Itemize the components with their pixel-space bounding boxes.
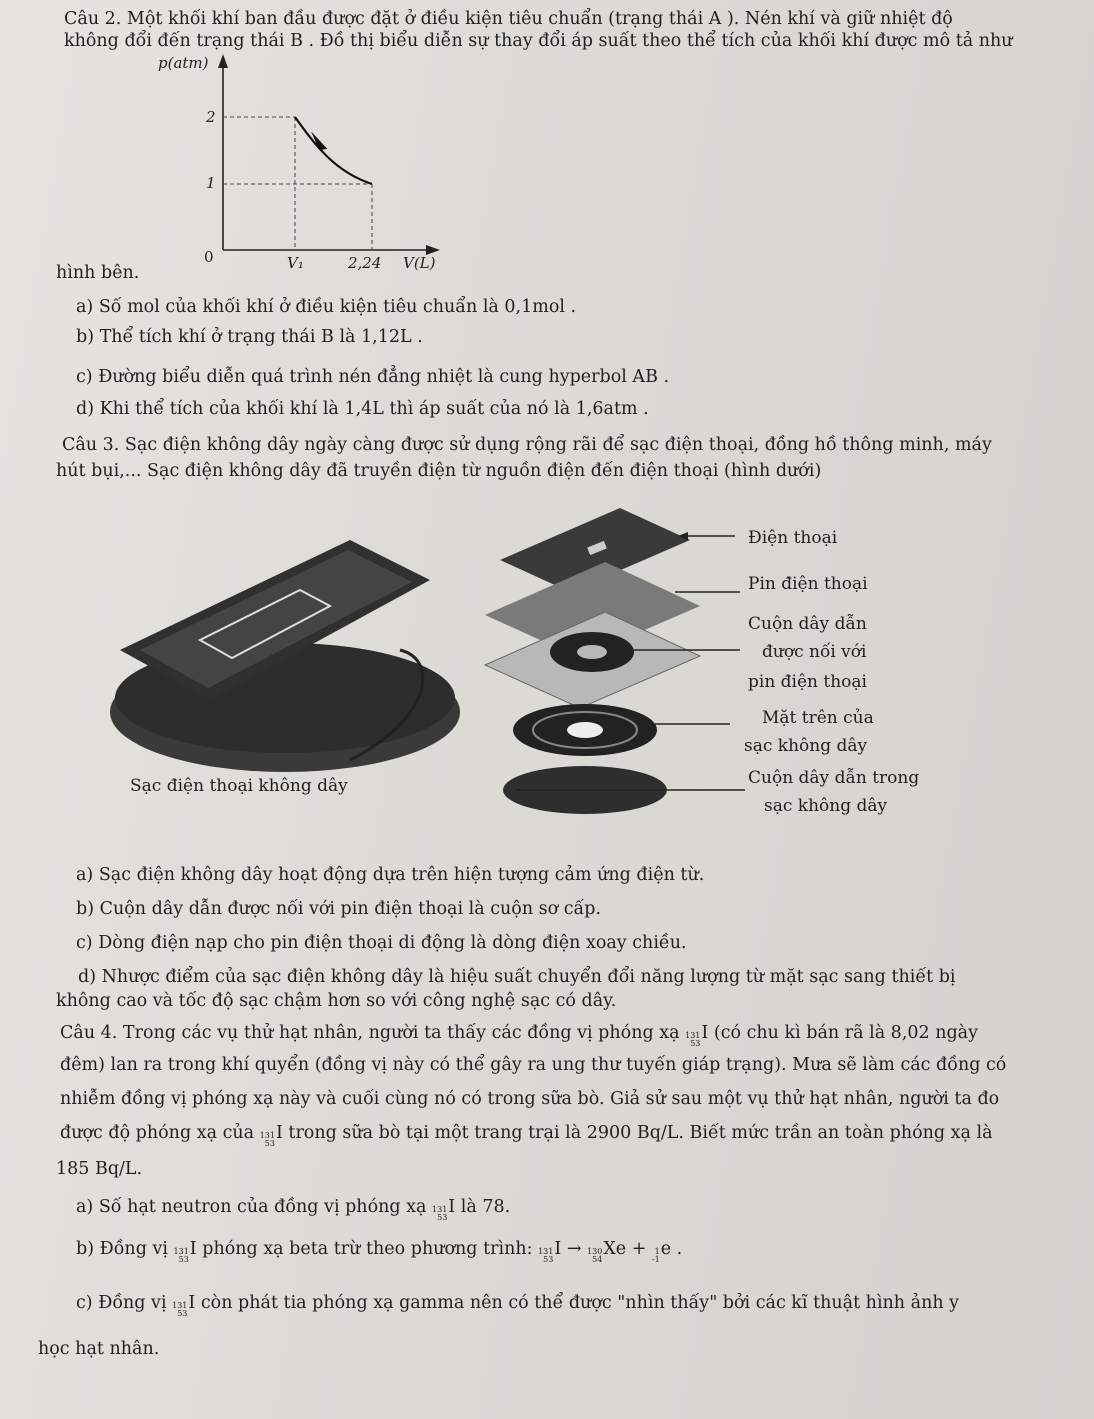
q3-item-a: a) Sạc điện không dây hoạt động dựa trên hiện tượng cảm ứng điện từ. (76, 865, 705, 885)
q4-line5: 185 Bq/L. (56, 1159, 143, 1179)
q4-line4-b: I trong sữa bò tại một trang trại là 2900 Bq/L. Biết mức trần an toàn phóng xạ là (275, 1123, 993, 1143)
q2-item-c: c) Đường biểu diễn quá trình nén đẳng nhiệt là cung hyperbol AB . (76, 367, 670, 387)
q2-item-b: b) Thể tích khí ở trạng thái B là 1,12L . (76, 327, 423, 347)
q4-item-c: c) Đồng vị 131 53 I còn phát tia phóng xạ gamma nên có thể được "nhìn thấy" bởi các kĩ thuật hình ảnh y (76, 1293, 960, 1318)
q4-item-b: b) Đồng vị 131 53 I phóng xạ beta trừ theo phương trình: 131 53 I → 130 54 Xe + 1 -1 e . (76, 1239, 683, 1264)
q2-intro-line2: không đổi đến trạng thái B . Đồ thị biểu diễn sự thay đổi áp suất theo thể tích của khối khí được mô tả như (64, 31, 1013, 51)
q4-line1-b: I (có chu kì bán rã là 8,02 ngày (701, 1023, 979, 1043)
x-axis-label: V(L) (403, 254, 436, 272)
iodine-isotope-1: 131 53 (685, 1031, 701, 1048)
hyperbola-curve-ab (295, 117, 372, 184)
electron-symbol: 1 -1 (651, 1247, 660, 1264)
pad-top-center (567, 722, 603, 738)
fig-label-phone: Điện thoại (748, 528, 838, 548)
q2-intro-line3: hình bên. (56, 263, 140, 283)
fig-label-coil-pad-2: sạc không dây (764, 796, 888, 816)
phone-coil-hole (577, 645, 607, 659)
q2-intro-line1: Câu 2. Một khối khí ban đầu được đặt ở điều kiện tiêu chuẩn (trạng thái A ). Nén khí và giữ nhiệt độ (64, 9, 953, 29)
q4-line1-a: Câu 4. Trong các vụ thử hạt nhân, người ta thấy các đồng vị phóng xạ (60, 1023, 686, 1043)
xenon-isotope: 130 54 (587, 1247, 603, 1264)
fig-label-pad-2: sạc không dây (744, 736, 868, 756)
q4-item-a: a) Số hạt neutron của đồng vị phóng xạ 131 53 I là 78. (76, 1197, 511, 1222)
iodine-isotope-6: 131 53 (172, 1301, 188, 1318)
pv-graph (150, 50, 450, 280)
y-tick-1: 1 (206, 174, 216, 192)
q3-item-c: c) Dòng điện nạp cho pin điện thoại di động là dòng điện xoay chiều. (76, 933, 687, 953)
q3-item-d-cont: không cao và tốc độ sạc chậm hơn so với công nghệ sạc có dây. (56, 991, 617, 1011)
q2-item-d: d) Khi thể tích của khối khí là 1,4L thì áp suất của nó là 1,6atm . (76, 399, 649, 419)
x-tick-224: 2,24 (348, 254, 382, 272)
x-tick-v1: V₁ (287, 254, 304, 272)
iodine-isotope-2: 131 53 (259, 1131, 275, 1148)
fig-label-coil-phone-2: được nối với (762, 642, 867, 662)
origin-label: 0 (204, 248, 214, 266)
q3-intro-line2: hút bụi,... Sạc điện không dây đã truyền điện từ nguồn điện đến điện thoại (hình dưới) (56, 461, 822, 481)
wireless-charger-figure (100, 500, 760, 820)
q4-line1 (60, 1024, 978, 1048)
q4-line3: nhiễm đồng vị phóng xạ này và cuối cùng nó có trong sữa bò. Giả sử sau một vụ thử hạt nhân, người ta đo (60, 1089, 1000, 1109)
iodine-isotope-3: 131 53 (432, 1205, 448, 1222)
q4-line4-a: được độ phóng xạ của (60, 1123, 260, 1143)
q2-item-a: a) Số mol của khối khí ở điều kiện tiêu chuẩn là 0,1mol . (76, 297, 577, 317)
fig-label-coil-phone-3: pin điện thoại (748, 672, 867, 692)
iodine-isotope-4: 131 53 (173, 1247, 189, 1264)
q3-item-b: b) Cuộn dây dẫn được nối với pin điện thoại là cuộn sơ cấp. (76, 899, 602, 919)
q4-item-c-cont: học hạt nhân. (38, 1339, 160, 1359)
q3-item-d: d) Nhược điểm của sạc điện không dây là hiệu suất chuyển đổi năng lượng từ mặt sạc sang thiết bị (78, 967, 956, 987)
fig-label-coil-pad-1: Cuộn dây dẫn trong (748, 768, 920, 788)
q3-intro-line1: Câu 3. Sạc điện không dây ngày càng được sử dụng rộng rãi để sạc điện thoại, đồng hồ thông minh, máy (62, 435, 992, 455)
fig-label-battery: Pin điện thoại (748, 574, 868, 594)
fig-label-coil-phone-1: Cuộn dây dẫn (748, 614, 867, 634)
y-axis-label: p(atm) (158, 54, 209, 72)
y-tick-2: 2 (206, 108, 216, 126)
fig-left-caption: Sạc điện thoại không dây (130, 776, 348, 796)
y-axis-arrow (218, 54, 228, 68)
iodine-isotope-5: 131 53 (538, 1247, 554, 1264)
q4-line2: đêm) lan ra trong khí quyển (đồng vị này có thể gây ra ung thư tuyến giáp trạng). Mưa sẽ làm các đồng có (60, 1055, 1007, 1075)
fig-label-pad-1: Mặt trên của (762, 708, 874, 728)
q4-line4 (60, 1124, 993, 1148)
